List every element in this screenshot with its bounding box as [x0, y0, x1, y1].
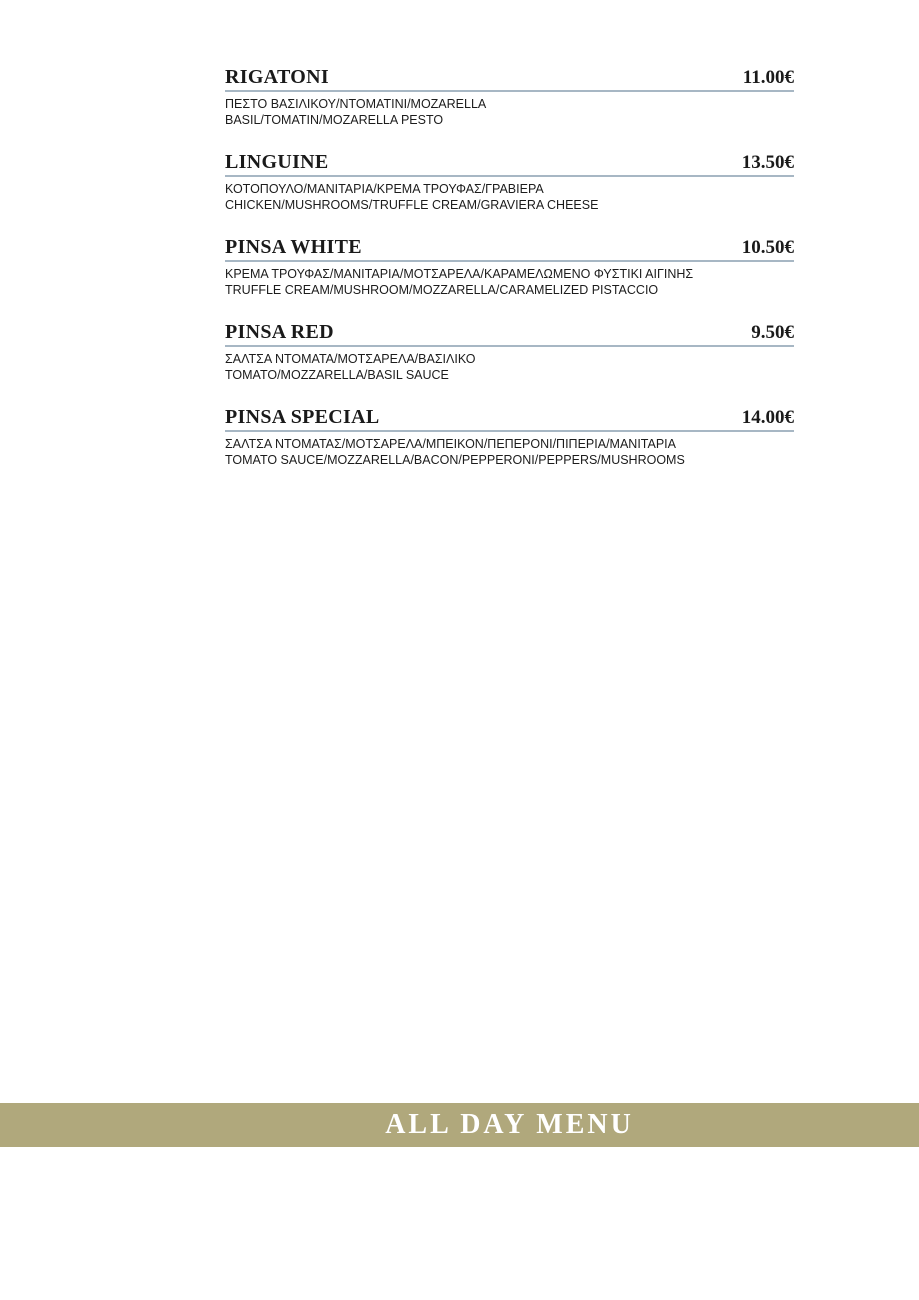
menu-item-price: 9.50€ [751, 322, 794, 343]
menu-item-header [225, 151, 794, 177]
menu-item-name: PINSA SPECIAL [225, 406, 380, 428]
menu-item-name: PINSA WHITE [225, 236, 362, 258]
menu-item-description-greek: ΣΑΛΤΣΑ ΝΤΟΜΑΤΑ/ΜΟΤΣΑΡΕΛΑ/ΒΑΣΙΛΙΚΟ [225, 352, 476, 366]
menu-item-description-english: CHICKEN/MUSHROOMS/TRUFFLE CREAM/GRAVIERA CHEESE [225, 198, 599, 212]
menu-item-description-english: TRUFFLE CREAM/MUSHROOM/MOZZARELLA/CARAMELIZED PISTACCIO [225, 283, 659, 297]
menu-list [225, 66, 794, 491]
banner-title: ALL DAY MENU [385, 1109, 634, 1140]
menu-item-price: 10.50€ [741, 237, 794, 258]
menu-item-price: 14.00€ [741, 407, 794, 428]
menu-item-header [225, 321, 794, 347]
menu-item-description-greek: ΚΡΕΜΑ ΤΡΟΥΦΑΣ/ΜΑΝΙΤΑΡΙΑ/ΜΟΤΣΑΡΕΛΑ/ΚΑΡΑΜΕΛΩΜΕΝΟ ΦΥΣΤΙΚΙ ΑΙΓΙΝΗΣ [225, 267, 694, 281]
menu-item-description-english: BASIL/TOMATIN/MOZARELLA PESTO [225, 113, 444, 127]
menu-item-header [225, 66, 794, 92]
menu-item [225, 66, 794, 128]
menu-item-header [225, 236, 794, 262]
menu-item-name: LINGUINE [225, 151, 329, 173]
all-day-menu-banner [0, 1103, 919, 1147]
menu-item [225, 151, 794, 213]
menu-item-description-greek: ΣΑΛΤΣΑ ΝΤΟΜΑΤΑΣ/ΜΟΤΣΑΡΕΛΑ/ΜΠΕΙΚΟΝ/ΠΕΠΕΡΟΝΙ/ΠΙΠΕΡΙΑ/ΜΑΝΙΤΑΡΙΑ [225, 437, 676, 451]
menu-item-name: PINSA RED [225, 321, 334, 343]
menu-item-description-greek: ΚΟΤΟΠΟΥΛΟ/ΜΑΝΙΤΑΡΙΑ/ΚΡΕΜΑ ΤΡΟΥΦΑΣ/ΓΡΑΒΙΕΡΑ [225, 182, 544, 196]
menu-item [225, 236, 794, 298]
menu-item-name: RIGATONI [225, 66, 329, 88]
menu-item-description-english: TOMATO/MOZZARELLA/BASIL SAUCE [225, 368, 449, 382]
menu-item-description-english: TOMATO SAUCE/MOZZARELLA/BACON/PEPPERONI/PEPPERS/MUSHROOMS [225, 453, 685, 467]
menu-item-header [225, 406, 794, 432]
menu-item-price: 11.00€ [742, 67, 794, 88]
menu-item [225, 406, 794, 468]
menu-item-description-greek: ΠΕΣΤΟ ΒΑΣΙΛΙΚΟΥ/ΝΤΟΜΑΤΙΝΙ/MOZARELLA [225, 97, 487, 111]
menu-item-price: 13.50€ [741, 152, 794, 173]
menu-item [225, 321, 794, 383]
